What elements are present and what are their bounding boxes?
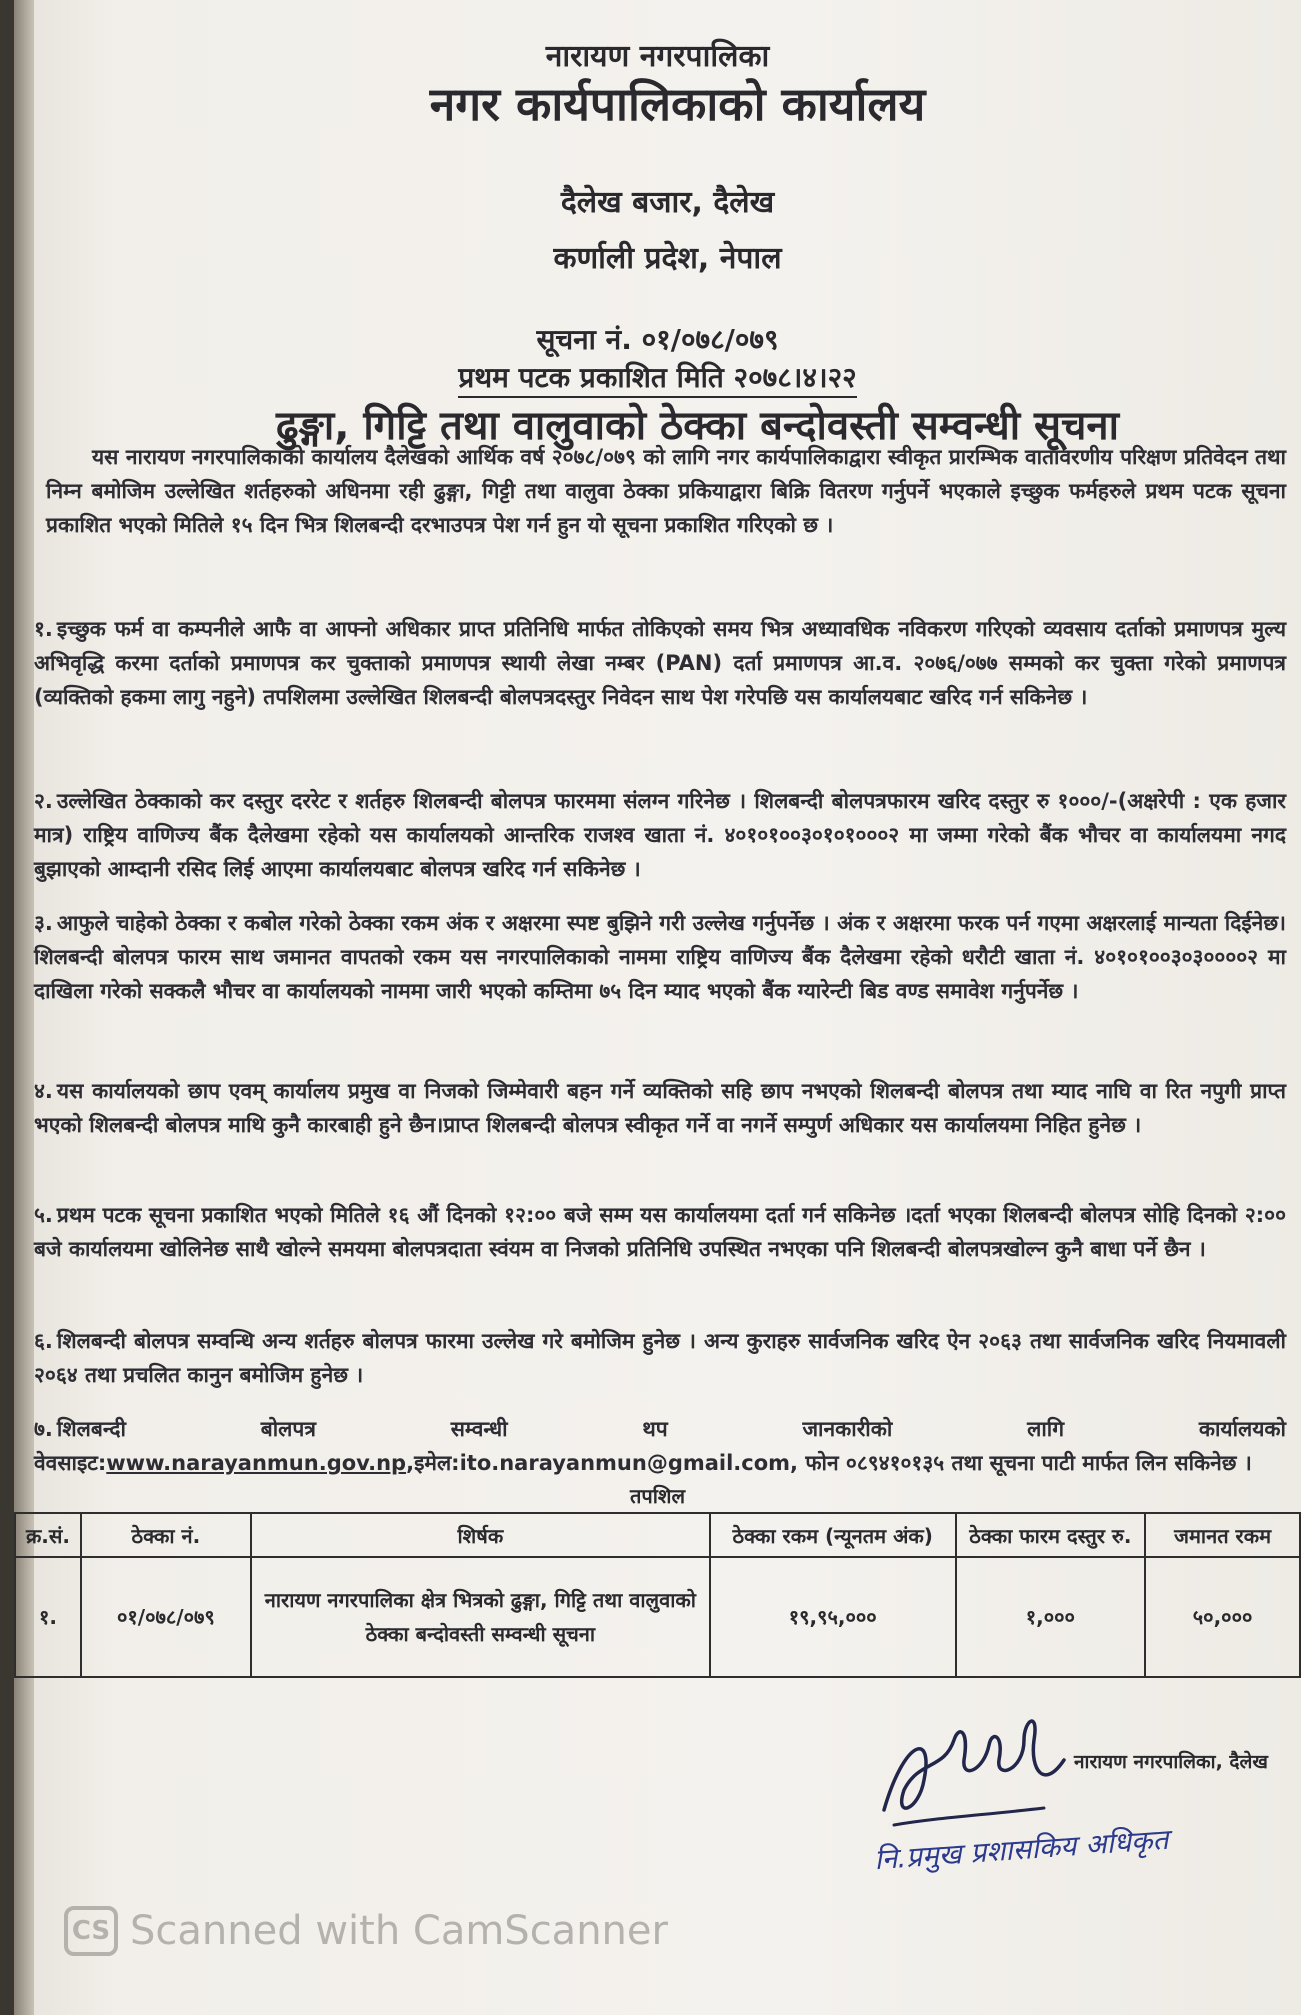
schedule-table	[14, 1512, 1301, 1678]
item-number: २.	[34, 789, 53, 813]
item-number: १.	[34, 617, 53, 641]
list-item	[34, 1074, 1286, 1142]
binding-edge	[14, 0, 34, 2015]
item-number: ७.	[34, 1417, 53, 1441]
signatory-title: नि.प्रमुख प्रशासकिय अधिकृत	[873, 1822, 1170, 1877]
item-number: ५.	[34, 1203, 53, 1227]
column-header: शिर्षक	[251, 1513, 710, 1557]
column-header: क्र.सं.	[15, 1513, 81, 1557]
table-header-row	[15, 1513, 1300, 1557]
column-header: जमानत रकम	[1145, 1513, 1300, 1557]
column-header: ठेक्का नं.	[81, 1513, 251, 1557]
item-text: यस कार्यालयको छाप एवम् कार्यालय प्रमुख वा निजको जिम्मेवारी बहन गर्ने व्यक्तिको सहि छाप नभएको शिलबन्दी बोलपत्र तथा म्याद नाघि वा रित नपुगी प्राप्त भएको शिलबन्दी बोलपत्र माथि कुनै कारबाही हुने छैन।प्राप्त शिलबन्दी बोलपत्र स्वीकृत गर्ने वा नगर्ने सम्पुर्ण अधिकार यस कार्यालयमा निहित हुनेछ ।	[34, 1079, 1286, 1137]
item-text: इच्छुक फर्म वा कम्पनीले आफै वा आफ्नो अधिकार प्राप्त प्रतिनिधि मार्फत तोकिएको समय भित्र अध्यावधिक नविकरण गरिएको व्यवसाय दर्ताको प्रमाणपत्र मुल्य अभिवृद्धि करमा दर्ताको प्रमाणपत्र कर चुक्ताको प्रमाणपत्र स्थायी लेखा नम्बर (PAN) दर्ता प्रमाणपत्र आ.व. २०७६/०७७ सम्मको कर चुक्ता गरेको प्रमाणपत्र (व्यक्तिको हकमा लागु नहुने) तपशिलमा उल्लेखित शिलबन्दी बोलपत्रदस्तुर निवेदन साथ पेश गरेपछि यस कार्यालयबाट खरिद गर्न सकिनेछ ।	[34, 617, 1286, 709]
list-item	[34, 906, 1286, 1008]
municipality-name: नारायण नगरपालिका	[545, 39, 770, 74]
schedule-title: तपशिल	[629, 1484, 686, 1508]
office-name: नगर कार्यपालिकाको कार्यालय	[429, 77, 926, 131]
signature-block	[874, 1700, 1294, 1900]
cell-form-fee: १,०००	[956, 1557, 1146, 1677]
notice-number: सूचना नं. ०१/०७८/०७९	[536, 323, 779, 356]
item-text: शिलबन्दी बोलपत्र सम्वन्धी थप जानकारीको लागि कार्यालयको वेवसाइट:	[34, 1417, 1286, 1475]
intro-paragraph: यस नारायण नगरपालिकाको कार्यालय दैलेखको आर्थिक वर्ष २०७८/०७९ को लागि नगर कार्यपालिकाद्वारा स्वीकृत प्रारम्भिक वातावरणीय परिक्षण प्रतिवेदन तथा निम्न बमोजिम उल्लेखित शर्तहरुको अधिनमा रही ढुङ्गा, गिट्टी तथा वालुवा ठेक्का प्रकियाद्वारा बिक्रि वितरण गर्नुपर्ने भएकाले इच्छुक फर्महरुले प्रथम पटक सूचना प्रकाशित भएको मितिले १५ दिन भित्र शिलबन्दी दरभाउपत्र पेश गर्न हुन यो सूचना प्रकाशित गरिएको छ ।	[46, 445, 1286, 537]
item-text: , फोन ०८९४१०१३५ तथा सूचना पाटी मार्फत लिन सकिनेछ ।	[790, 1451, 1252, 1475]
address-line-1: दैलेख बजार, दैलेख	[560, 185, 775, 220]
watermark-text: Scanned with CamScanner	[130, 1908, 668, 1954]
publish-date-text: प्रथम पटक प्रकाशित मिति २०७८।४।२२	[458, 361, 856, 398]
list-item	[34, 1198, 1286, 1266]
notice-title: ढुङ्गा, गिट्टि तथा वालुवाको ठेक्का बन्दोवस्ती सम्वन्धी सूचना	[276, 403, 1119, 449]
item-number: ४.	[34, 1079, 53, 1103]
scanner-watermark	[64, 1906, 668, 1956]
table-row	[15, 1557, 1300, 1677]
item-text: ,इमेल:	[406, 1451, 460, 1475]
list-item-contact	[34, 1412, 1286, 1480]
signatory-office: नारायण नगरपालिका, दैलेख	[1074, 1751, 1268, 1773]
cell-amount: १९,९५,०००	[710, 1557, 956, 1677]
cell-contract-no: ०१/०७८/०७९	[81, 1557, 251, 1677]
cell-subject: नारायण नगरपालिका क्षेत्र भित्रको ढुङ्गा, गिट्टि तथा वालुवाको ठेक्का बन्दोवस्ती सम्वन्धी सूचना	[251, 1557, 710, 1677]
item-number: ६.	[34, 1329, 53, 1353]
column-header: ठेक्का रकम (न्यूनतम अंक)	[710, 1513, 956, 1557]
list-item	[34, 784, 1286, 886]
list-item	[34, 612, 1286, 714]
website-link[interactable]: www.narayanmun.gov.np	[106, 1451, 407, 1475]
address-line-2: कर्णाली प्रदेश, नेपाल	[553, 241, 782, 276]
item-text: उल्लेखित ठेक्काको कर दस्तुर दररेट र शर्तहरु शिलबन्दी बोलपत्र फारममा संलग्न गरिनेछ । शिलबन्दी बोलपत्रफारम खरिद दस्तुर रु १०००/-(अक्षरेपी : एक हजार मात्र) राष्ट्रिय वाणिज्य बैंक दैलेखमा रहेको यस कार्यालयको आन्तरिक राजश्व खाता नं. ४०१०१००३०१०१०००२ मा जम्मा गरेको बैंक भौचर वा कार्यालयमा नगद बुझाएको आम्दानी रसिद लिई आएमा कार्यालयबाट बोलपत्र खरिद गर्न सकिनेछ ।	[34, 789, 1286, 881]
item-text: शिलबन्दी बोलपत्र सम्वन्धि अन्य शर्तहरु बोलपत्र फारमा उल्लेख गरे बमोजिम हुनेछ । अन्य कुराहरु सार्वजनिक खरिद ऐन २०६३ तथा सार्वजनिक खरिद नियमावली २०६४ तथा प्रचलित कानुन बमोजिम हुनेछ ।	[34, 1329, 1286, 1387]
notice-page	[14, 0, 1301, 2015]
cell-deposit: ५०,०००	[1145, 1557, 1300, 1677]
handwritten-signature	[874, 1700, 1074, 1840]
email-link[interactable]: ito.narayanmun@gmail.com	[459, 1451, 791, 1475]
list-item	[34, 1324, 1286, 1392]
column-header: ठेक्का फारम दस्तुर रु.	[956, 1513, 1146, 1557]
publish-date	[14, 358, 1301, 396]
cell-sn: १.	[15, 1557, 81, 1677]
item-text: आफुले चाहेको ठेक्का र कबोल गरेको ठेक्का रकम अंक र अक्षरमा स्पष्ट बुझिने गरी उल्लेख गर्नुपर्नेछ । अंक र अक्षरमा फरक पर्न गएमा अक्षरलाई मान्यता दिईनेछ। शिलबन्दी बोलपत्र फारम साथ जमानत वापतको रकम यस नगरपालिकाको नाममा राष्ट्रिय वाणिज्य बैंक दैलेखमा रहेको धरौटी खाता नं. ४०१०१००३०३००००२ मा दाखिला गरेको सक्कलै भौचर वा कार्यालयको नाममा जारी भएको कम्तिमा ७५ दिन म्याद भएको बैंक ग्यारेन्टी बिड वण्ड समावेश गर्नुपर्नेछ ।	[34, 911, 1286, 1003]
item-text: प्रथम पटक सूचना प्रकाशित भएको मितिले १६ औं दिनको १२:०० बजे सम्म यस कार्यालयमा दर्ता गर्न सकिनेछ ।दर्ता भएका शिलबन्दी बोलपत्र सोहि दिनको २:०० बजे कार्यालयमा खोलिनेछ साथै खोल्ने समयमा बोलपत्रदाता स्वंयम वा निजको प्रतिनिधि उपस्थित नभएका पनि शिलबन्दी बोलपत्रखोल्न कुनै बाधा पर्ने छैन ।	[34, 1203, 1286, 1261]
camscanner-logo-icon: CS	[64, 1906, 118, 1956]
item-number: ३.	[34, 911, 53, 935]
